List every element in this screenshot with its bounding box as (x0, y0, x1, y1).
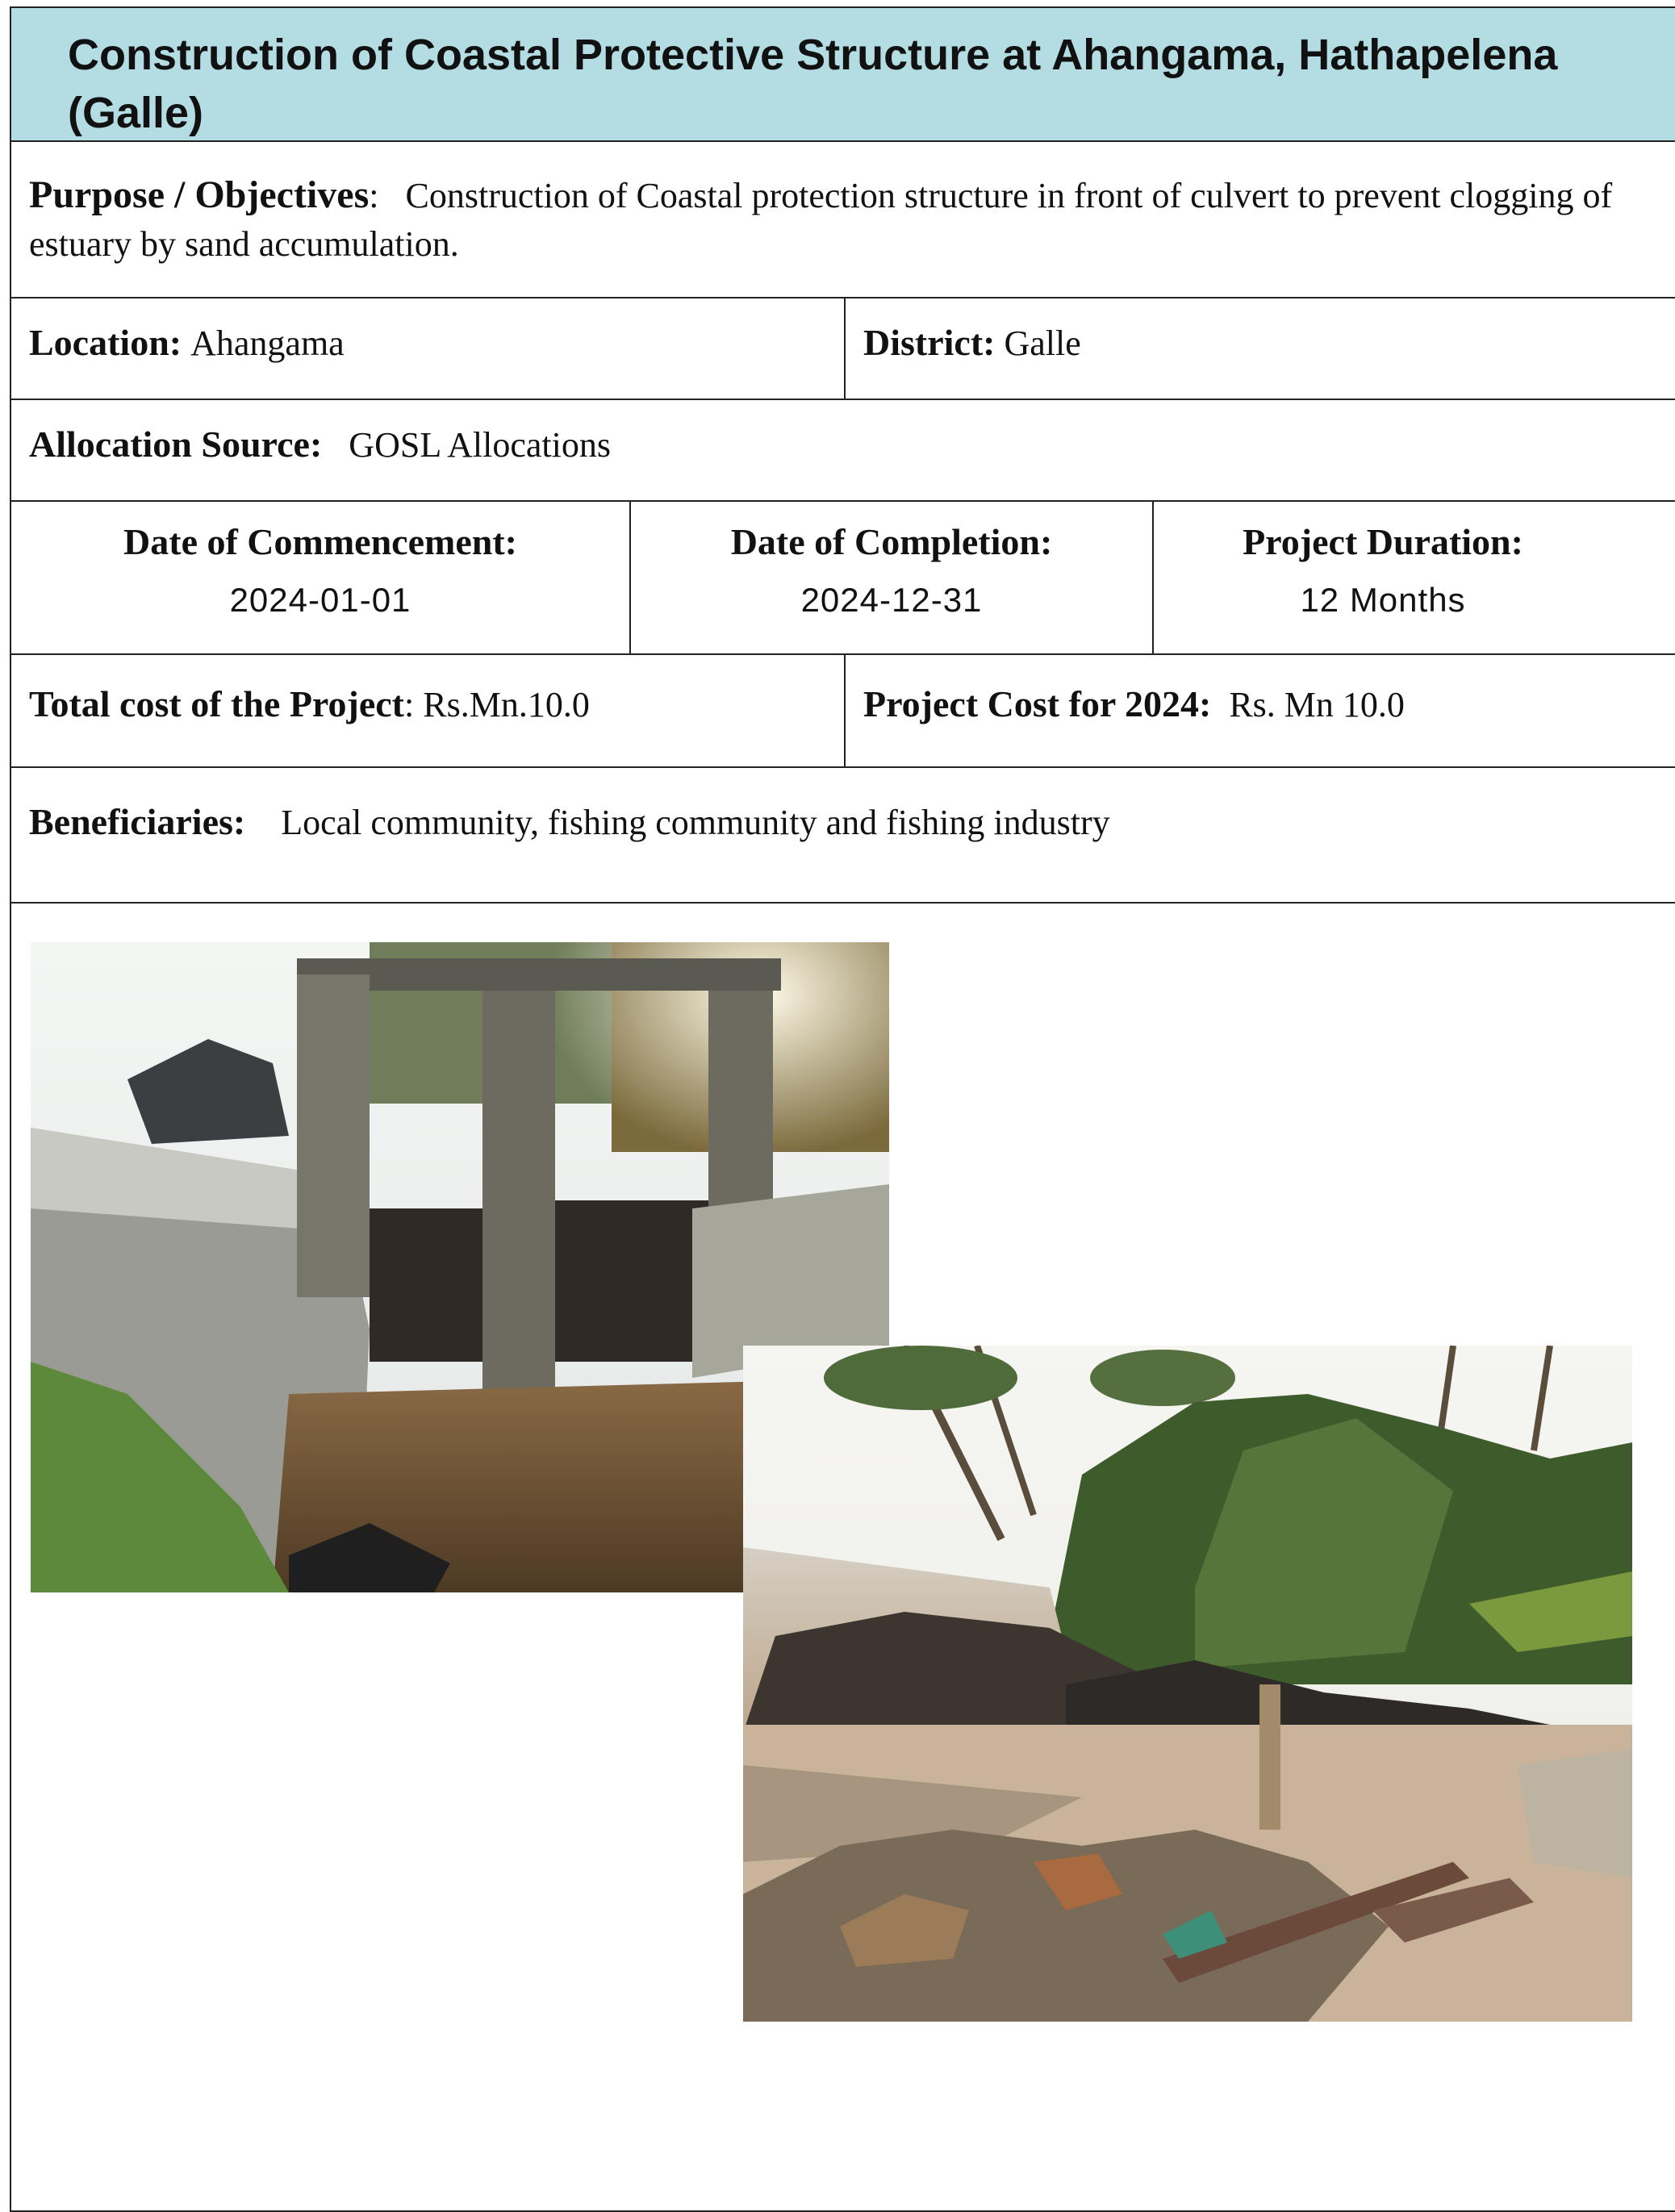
beneficiaries-value: Local community, fishing community and fishing industry (281, 803, 1110, 842)
completion-value: 2024-12-31 (800, 581, 983, 619)
duration-cell (1152, 502, 1675, 653)
cost-2024-label: Project Cost for 2024: (863, 683, 1212, 724)
location-value: Ahangama (190, 323, 345, 363)
cost-2024-cell (844, 655, 1675, 766)
purpose-text: Construction of Coastal protection structure in front of culvert to prevent clogging of estuary by sand accumulation. (29, 176, 1613, 264)
allocation-value: GOSL Allocations (349, 425, 611, 465)
duration-label: Project Duration: (1243, 521, 1523, 562)
total-cost-value: Rs.Mn.10.0 (423, 685, 590, 724)
allocation-row (11, 400, 1675, 502)
location-label: Location: (29, 322, 182, 363)
purpose-separator: : (369, 176, 379, 215)
location-row (11, 298, 1675, 400)
commencement-value: 2024-01-01 (229, 581, 411, 619)
title-band (11, 8, 1675, 142)
purpose-label: Purpose / Objectives (29, 173, 370, 216)
total-cost-separator: : (404, 685, 415, 724)
district-value: Galle (1004, 323, 1081, 363)
purpose-block (29, 171, 1667, 269)
project-sheet (10, 6, 1675, 2212)
beneficiaries-row (11, 768, 1675, 904)
total-cost-label: Total cost of the Project (29, 683, 404, 724)
purpose-row (11, 142, 1675, 298)
beneficiaries-label: Beneficiaries: (29, 801, 246, 842)
allocation-label: Allocation Source: (29, 424, 323, 465)
duration-value: 12 Months (1300, 581, 1466, 619)
cost-2024-value: Rs. Mn 10.0 (1229, 685, 1405, 724)
district-cell (844, 298, 1675, 399)
district-label: District: (863, 322, 996, 363)
completion-cell (629, 502, 1152, 653)
completion-label: Date of Completion: (730, 521, 1053, 562)
commencement-label: Date of Commencement: (123, 521, 517, 562)
dates-row (11, 502, 1675, 655)
location-cell (11, 298, 844, 399)
cost-row (11, 655, 1675, 768)
commencement-cell (11, 502, 629, 653)
total-cost-cell (11, 655, 844, 766)
page-title: Construction of Coastal Protective Structure at Ahangama, Hathapelena (Galle) (68, 31, 1558, 137)
beach-photo (743, 1346, 1632, 2022)
